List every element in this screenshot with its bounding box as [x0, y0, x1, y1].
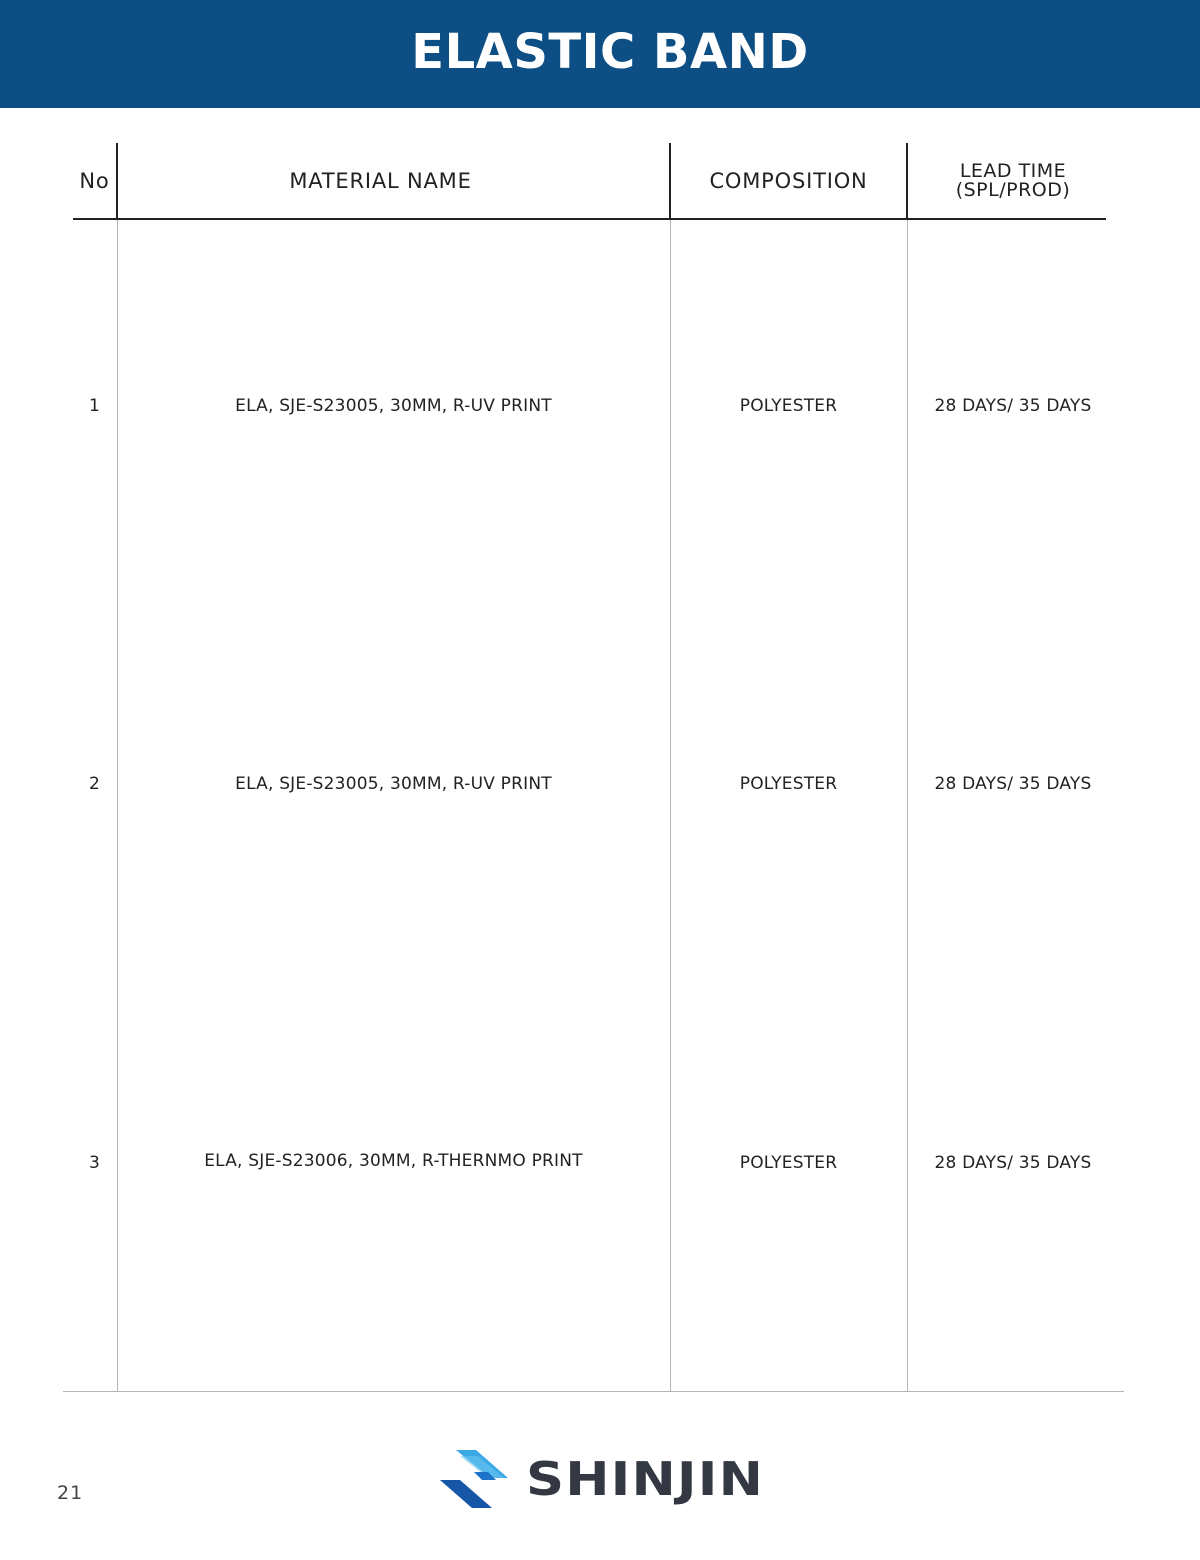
- lead-time-cell: 28 DAYS/ 35 DAYS: [934, 396, 1092, 416]
- material-name-cell: ELA, SJE-S23005, 30MM, R-UV PRINT: [235, 774, 552, 794]
- shinjin-logo-mark-icon: [438, 1448, 514, 1510]
- column-header-lead-time: [908, 143, 1118, 218]
- column-header-material-name: [118, 143, 669, 218]
- page-number: 21: [57, 1482, 84, 1504]
- row-number: 1: [88, 396, 101, 416]
- composition-cell: POLYESTER: [739, 1153, 838, 1173]
- column-header-no: No: [79, 168, 110, 193]
- table-bottom-rule: [63, 1391, 1124, 1392]
- row-number: 2: [88, 774, 101, 794]
- lead-time-cell: 28 DAYS/ 35 DAYS: [934, 774, 1092, 794]
- material-name-cell: ELA, SJE-S23005, 30MM, R-UV PRINT: [235, 396, 552, 416]
- column-header-composition: COMPOSITION: [709, 168, 868, 193]
- logo-wordmark: SHINJIN: [526, 1452, 765, 1506]
- row-number: 3: [88, 1153, 101, 1173]
- composition-cell: POLYESTER: [739, 396, 838, 416]
- lead-time-cell: 28 DAYS/ 35 DAYS: [934, 1153, 1092, 1173]
- composition-cell: POLYESTER: [739, 774, 838, 794]
- column-header-lead-time-line2: (SPL/PROD): [955, 178, 1071, 201]
- column-header-material-name-label: MATERIAL NAME: [289, 168, 472, 193]
- header-bottom-rule: [73, 218, 1106, 220]
- material-name-cell: ELA, SJE-S23006, 30MM, R-THERNMO PRINT: [204, 1151, 583, 1171]
- page-title: ELASTIC BAND: [411, 24, 809, 80]
- company-logo: [438, 1448, 765, 1510]
- column-header-lead-time-line1: LEAD TIME: [959, 159, 1067, 182]
